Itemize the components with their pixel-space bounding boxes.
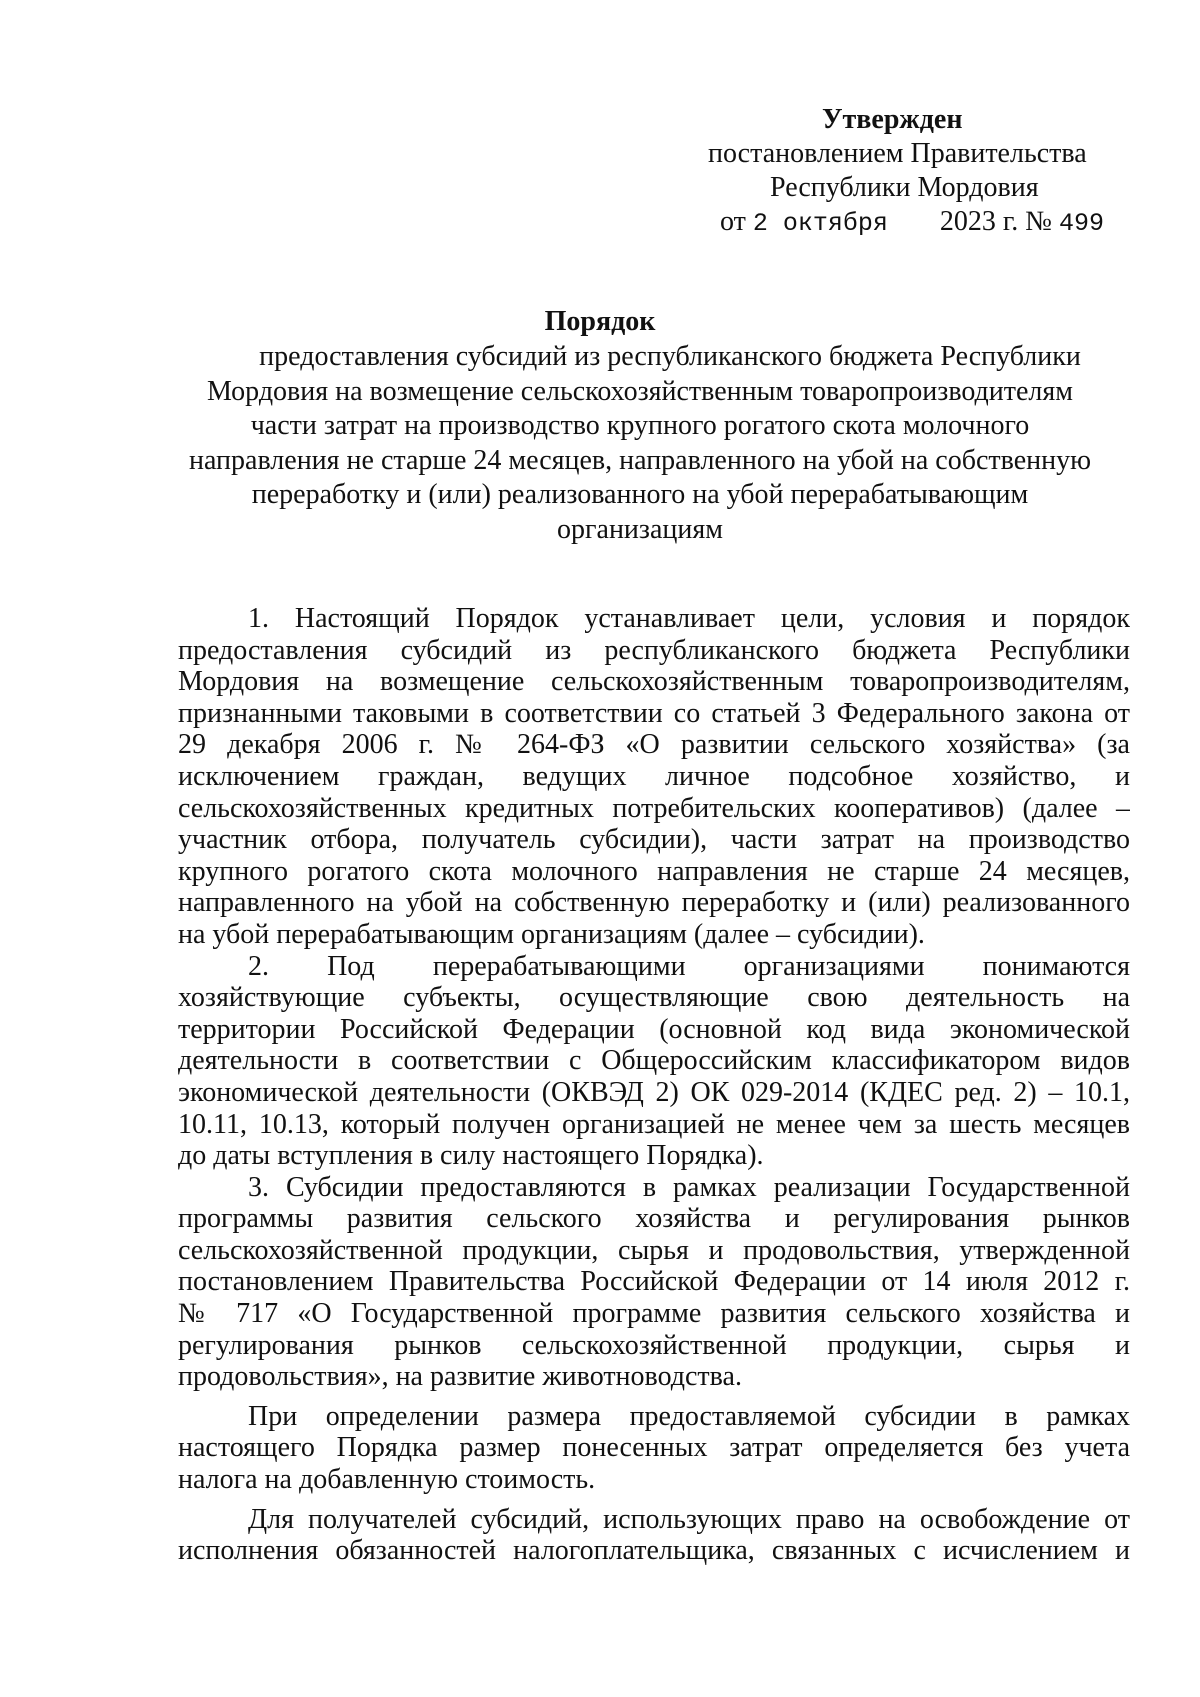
body-line: Для получателей субсидий, использующих право на освобождение от [248, 1503, 1130, 1535]
body-line: деятельности в соответствии с Общероссийским классификатором видов [178, 1045, 1130, 1077]
paragraph-2 [178, 951, 1130, 1172]
body-line: регулирования рынков сельскохозяйственной продукции, сырья и [178, 1329, 1130, 1361]
subtitle-line: предоставления субсидий из республиканского бюджета Республики [259, 341, 1081, 372]
body-line: настоящего Порядка размер понесенных затрат определяется без учета [178, 1432, 1130, 1464]
approval-title: Утвержден [822, 104, 963, 135]
body-line: участник отбора, получатель субсидии), части затрат на производство [178, 824, 1130, 856]
body-line: 10.11, 10.13, который получен организацией не менее чем за шесть месяцев [178, 1108, 1130, 1140]
body-line: направленного на убой на собственную переработку и (или) реализованного [178, 887, 1130, 919]
approval-date-day-month: 2 октября [752, 209, 888, 238]
paragraph-1 [178, 603, 1130, 951]
body-line: продовольствия», на развитие животноводства. [178, 1361, 742, 1393]
approval-number: 499 [1058, 209, 1104, 238]
body-line: предоставления субсидий из республиканского бюджета Республики [178, 634, 1130, 666]
body-line: 1. Настоящий Порядок устанавливает цели, условия и порядок [248, 603, 1130, 634]
body-line: сельскохозяйственной продукции, сырья и продовольствия, утвержденной [178, 1234, 1130, 1266]
body-line: Мордовия на возмещение сельскохозяйственным товаропроизводителям, [178, 666, 1130, 698]
body-line: налога на добавленную стоимость. [178, 1464, 596, 1496]
body-line: 29 декабря 2006 г. № 264-ФЗ «О развитии сельского хозяйства» (за [178, 729, 1130, 761]
subtitle-line: части затрат на производство крупного рогатого скота молочного [250, 410, 1030, 441]
body-line: экономической деятельности (ОКВЭД 2) ОК 029-2014 (КДЕС ред. 2) – 10.1, [178, 1076, 1130, 1108]
document-subtitle [180, 340, 1100, 547]
approval-date-year: 2023 г. № [939, 206, 1052, 237]
paragraph-5 [178, 1504, 1130, 1567]
body-line: 2. Под перерабатывающими организациями понимаются [248, 950, 1130, 982]
body-line: исполнения обязанностей налогоплательщика, связанных с исчислением и [178, 1535, 1130, 1567]
subtitle-line: переработку и (или) реализованного на убой перерабатывающим [251, 479, 1029, 510]
body-line: признанными таковыми в соответствии со статьей 3 Федерального закона от [178, 697, 1130, 729]
body-line: программы развития сельского хозяйства и регулирования рынков [178, 1203, 1130, 1235]
subtitle-line: организациям [557, 513, 723, 545]
body-line: 3. Субсидии предоставляются в рамках реализации Государственной [248, 1171, 1130, 1203]
approval-line-2: Республики Мордовия [770, 172, 1039, 203]
subtitle-line: направления не старше 24 месяцев, направленного на убой на собственную [188, 444, 1092, 476]
body-line: При определении размера предоставляемой субсидии в рамках [248, 1400, 1130, 1432]
approval-date-line [600, 205, 1120, 241]
paragraph-4 [178, 1401, 1130, 1496]
body-line: крупного рогатого скота молочного направления не старше 24 месяцев, [178, 855, 1130, 887]
body-line: постановлением Правительства Российской Федерации от 14 июля 2012 г. [178, 1266, 1130, 1298]
document-title: Порядок [544, 306, 656, 337]
body-line: сельскохозяйственных кредитных потребительских кооперативов) (далее – [178, 792, 1130, 824]
body-line: территории Российской Федерации (основной код вида экономической [178, 1013, 1130, 1045]
body-line: на убой перерабатывающим организациям (далее – субсидии). [178, 918, 925, 950]
body-line: хозяйствующие субъекты, осуществляющие свою деятельность на [178, 982, 1130, 1014]
approval-line-1: постановлением Правительства [708, 138, 1087, 169]
document-body [178, 603, 1130, 1567]
body-line: до даты вступления в силу настоящего Порядка). [178, 1140, 764, 1172]
paragraph-3 [178, 1172, 1130, 1393]
approval-date-prefix: от [720, 206, 746, 237]
body-line: исключением граждан, ведущих личное подсобное хозяйство, и [178, 760, 1130, 792]
subtitle-line: Мордовия на возмещение сельскохозяйственным товаропроизводителям [206, 375, 1074, 407]
approval-block [600, 103, 1120, 241]
body-line: № 717 «О Государственной программе развития сельского хозяйства и [178, 1298, 1130, 1330]
